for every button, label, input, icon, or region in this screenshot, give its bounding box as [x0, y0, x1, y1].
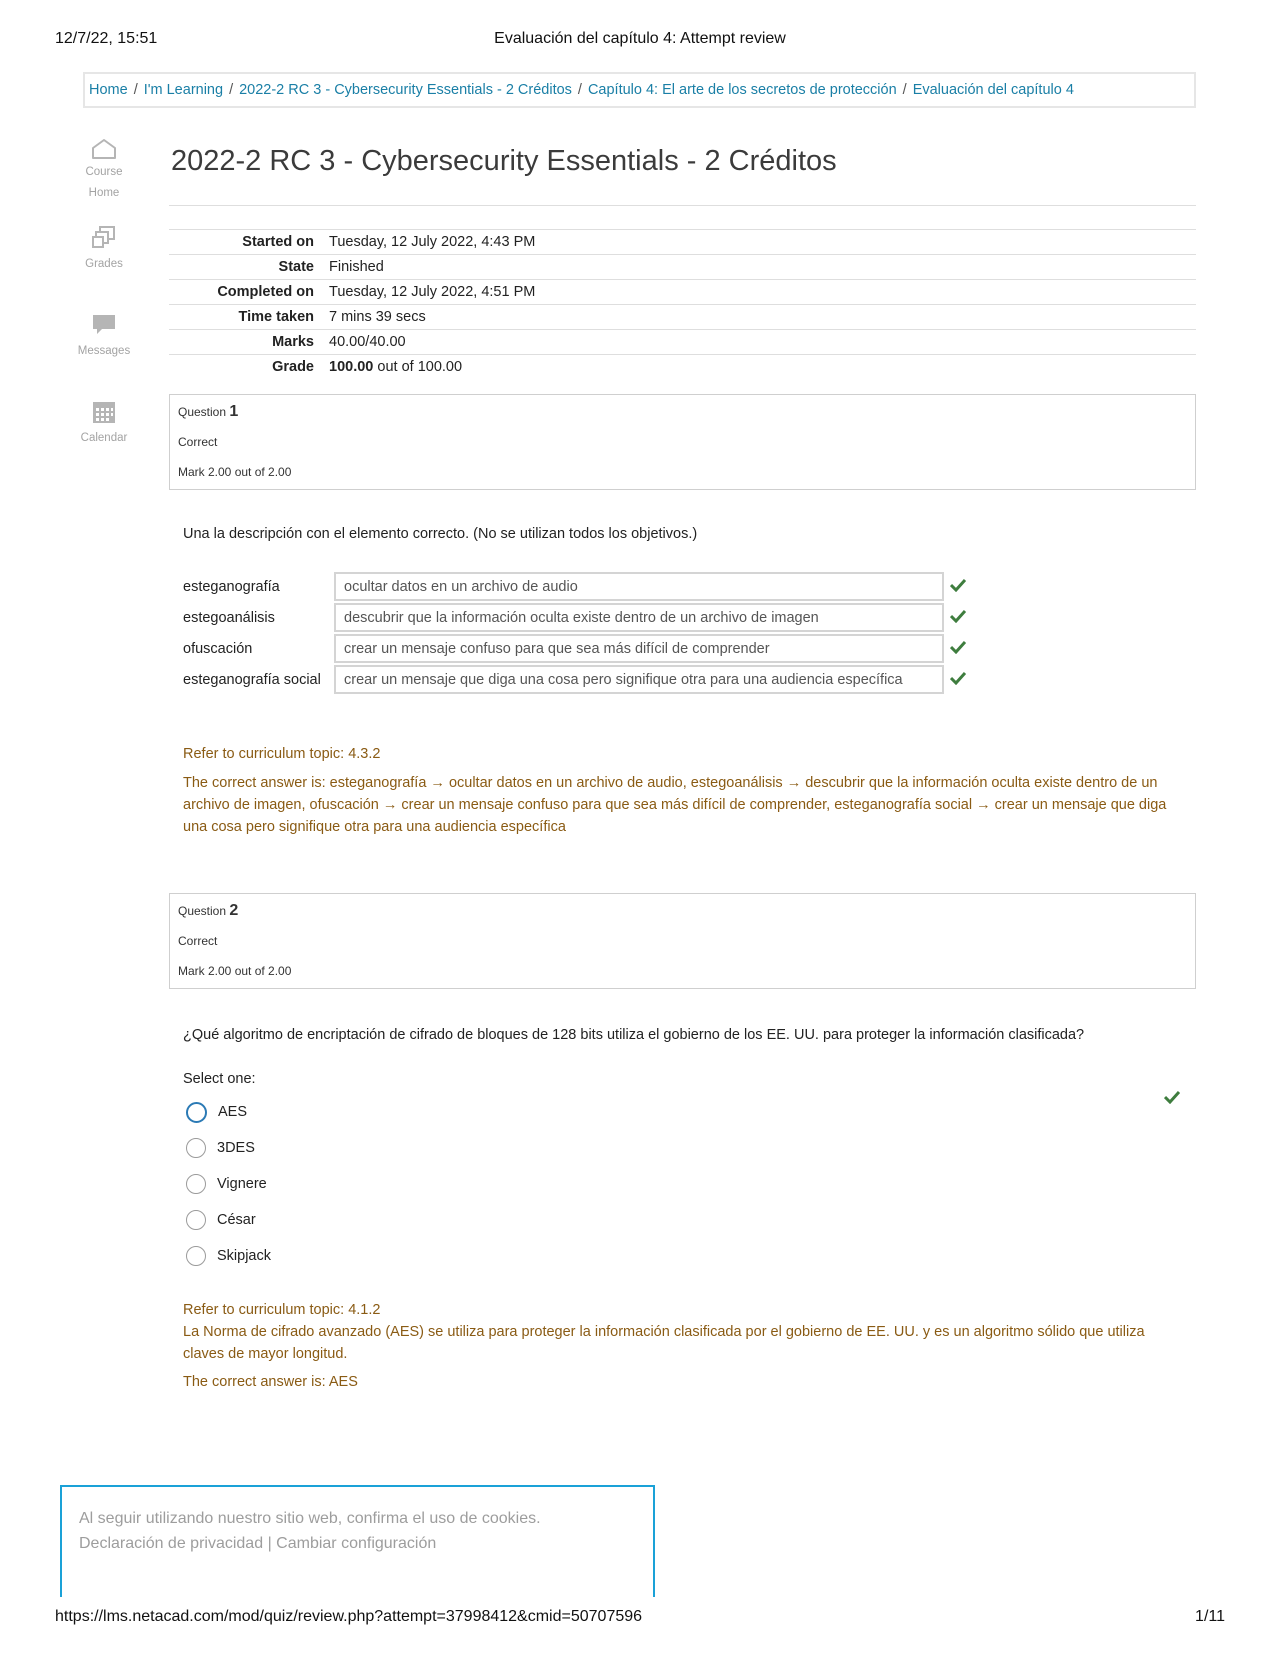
option-label: Vignere: [217, 1176, 267, 1192]
question-2-info: [169, 893, 1196, 989]
completed-on-label: Completed on: [217, 283, 314, 300]
print-doc-title: Evaluación del capítulo 4: Attempt review: [494, 30, 786, 47]
nav-calendar-label: Calendar: [80, 432, 128, 444]
question-2-prompt: ¿Qué algoritmo de encriptación de cifrado de bloques de 128 bits utiliza el gobierno de los EE. UU. para proteger la información clasificada?: [183, 1027, 1085, 1043]
match-row: [183, 603, 981, 632]
breadcrumb-quiz[interactable]: Evaluación del capítulo 4: [912, 82, 1074, 98]
question-2-result: [1164, 1090, 1180, 1109]
question-2-explanation: La Norma de cifrado avanzado (AES) se utiliza para proteger la información clasificada por el gobierno de EE. UU. y es un algoritmo sólido que utiliza claves de mayor longitud.: [183, 1324, 1145, 1362]
breadcrumb-im-learning[interactable]: I'm Learning: [143, 82, 224, 98]
breadcrumb-separator: /: [902, 82, 907, 98]
check-icon: [950, 640, 966, 654]
started-on-label: Started on: [242, 233, 314, 250]
title-divider: [169, 205, 1196, 206]
state-value: Finished: [329, 258, 384, 275]
breadcrumb: [83, 72, 1196, 108]
privacy-link[interactable]: Declaración de privacidad: [79, 1535, 264, 1552]
grade-label: Grade: [272, 358, 314, 375]
check-icon: [1164, 1090, 1180, 1104]
summary-row: [169, 280, 1196, 305]
check-icon: [950, 609, 966, 623]
question-2-state: Correct: [178, 934, 218, 948]
option-skipjack[interactable]: [186, 1238, 271, 1274]
match-term: ofuscación: [183, 640, 253, 657]
option-label: César: [217, 1212, 256, 1228]
nav-course-home-label-1: Course: [85, 166, 123, 178]
question-1-mark: Mark 2.00 out of 2.00: [178, 465, 292, 479]
grade-value: 100.00: [329, 358, 374, 375]
question-1-correct-answer: The correct answer is: esteganografía → ocultar datos en un archivo de audio, estegoanálisis → descubrir que la información oculta existe dentro de un archivo de imagen, ofuscación → crear un mensaje confuso para que sea más difícil de comprender, esteganografía social → crear un mensaje que diga una cosa pero signifique otra para una audiencia específica: [183, 775, 1167, 835]
summary-row: [169, 355, 1196, 380]
summary-row: [169, 305, 1196, 330]
question-number: 1: [229, 403, 239, 420]
summary-row: [169, 255, 1196, 280]
question-1-match-table: [183, 570, 981, 696]
option-cesar[interactable]: [186, 1202, 271, 1238]
breadcrumb-separator: /: [229, 82, 234, 98]
marks-value: 40.00/40.00: [329, 333, 406, 350]
match-term: esteganografía social: [183, 671, 321, 688]
nav-messages-label: Messages: [77, 345, 131, 357]
option-3des[interactable]: [186, 1130, 271, 1166]
question-1-feedback: [183, 743, 1183, 838]
question-2-mark: Mark 2.00 out of 2.00: [178, 964, 292, 978]
state-label: State: [278, 258, 314, 275]
option-label: 3DES: [217, 1140, 255, 1156]
time-taken-label: Time taken: [238, 308, 314, 325]
radio-button[interactable]: [186, 1102, 207, 1123]
match-answer-select[interactable]: ocultar datos en un archivo de audio: [334, 572, 944, 601]
home-icon: [91, 138, 117, 160]
print-header: [55, 30, 1225, 52]
match-term: estegoanálisis: [183, 609, 275, 626]
cookie-divider: |: [267, 1535, 272, 1552]
print-footer: [55, 1608, 1225, 1630]
question-1-state: Correct: [178, 435, 218, 449]
match-result: [944, 572, 981, 601]
breadcrumb-chapter[interactable]: Capítulo 4: El arte de los secretos de protección: [587, 82, 897, 98]
question-2-correct-answer: The correct answer is: AES: [183, 1374, 358, 1390]
print-url: https://lms.netacad.com/mod/quiz/review.php?attempt=37998412&cmid=50707596: [55, 1608, 643, 1625]
question-2-topic: Refer to curriculum topic: 4.1.2: [183, 1302, 381, 1318]
breadcrumb-course[interactable]: 2022-2 RC 3 - Cybersecurity Essentials - 2 Créditos: [239, 82, 572, 98]
radio-button[interactable]: [186, 1246, 206, 1266]
question-1-info: [169, 394, 1196, 490]
option-label: Skipjack: [217, 1248, 271, 1264]
nav-grades[interactable]: [70, 225, 138, 306]
grade-value-cell: [329, 355, 1196, 380]
option-label: AES: [218, 1104, 248, 1120]
cookie-banner: [60, 1485, 655, 1597]
print-page-number: 1/11: [1195, 1608, 1225, 1625]
marks-label: Marks: [272, 333, 314, 350]
question-1-prompt: Una la descripción con el elemento correcto. (No se utilizan todos los objetivos.): [183, 526, 698, 542]
grades-icon: [91, 225, 117, 251]
question-1-number: [178, 403, 238, 421]
completed-on-value: Tuesday, 12 July 2022, 4:51 PM: [329, 283, 536, 300]
radio-button[interactable]: [186, 1210, 206, 1230]
match-answer-select[interactable]: descubrir que la información oculta existe dentro de un archivo de imagen: [334, 603, 944, 632]
select-one-label: Select one:: [183, 1071, 256, 1087]
nav-course-home[interactable]: [70, 138, 138, 219]
match-answer-select[interactable]: crear un mensaje confuso para que sea más difícil de comprender: [334, 634, 944, 663]
page-title: 2022-2 RC 3 - Cybersecurity Essentials - 2 Créditos: [171, 145, 837, 177]
match-answer-select[interactable]: crear un mensaje que diga una cosa pero signifique otra para una audiencia específica: [334, 665, 944, 694]
question-2-number: [178, 902, 238, 920]
question-1-topic: Refer to curriculum topic: 4.3.2: [183, 746, 381, 762]
option-aes[interactable]: [186, 1094, 271, 1130]
started-on-value: Tuesday, 12 July 2022, 4:43 PM: [329, 233, 536, 250]
cookie-links: [79, 1531, 636, 1556]
match-row: [183, 665, 981, 694]
attempt-summary-table: [169, 229, 1196, 379]
summary-row: [169, 230, 1196, 255]
breadcrumb-separator: /: [133, 82, 138, 98]
match-result: [944, 634, 981, 663]
grade-out-of: out of 100.00: [373, 358, 463, 375]
time-taken-value: 7 mins 39 secs: [329, 308, 426, 325]
question-2-options: [186, 1094, 271, 1274]
match-row: [183, 634, 981, 663]
breadcrumb-separator: /: [577, 82, 582, 98]
match-result: [944, 603, 981, 632]
option-vignere[interactable]: [186, 1166, 271, 1202]
nav-calendar[interactable]: [70, 399, 138, 480]
cookie-settings-link[interactable]: Cambiar configuración: [276, 1535, 437, 1552]
nav-messages[interactable]: [70, 312, 138, 393]
breadcrumb-home[interactable]: Home: [89, 82, 128, 98]
radio-button[interactable]: [186, 1138, 206, 1158]
calendar-icon: [91, 399, 117, 425]
question-label: Question: [178, 904, 230, 918]
match-row: [183, 572, 981, 601]
nav-grades-label: Grades: [85, 258, 123, 270]
left-nav: [70, 132, 138, 480]
check-icon: [950, 671, 966, 685]
question-2-feedback: [183, 1299, 1183, 1393]
match-term: esteganografía: [183, 578, 280, 595]
message-icon: [91, 312, 117, 338]
question-label: Question: [178, 405, 230, 419]
question-number: 2: [229, 902, 239, 919]
summary-row: [169, 330, 1196, 355]
cookie-message: Al seguir utilizando nuestro sitio web, confirma el uso de cookies.: [79, 1510, 541, 1527]
match-result: [944, 665, 981, 694]
check-icon: [950, 578, 966, 592]
print-date: 12/7/22, 15:51: [55, 30, 158, 47]
nav-course-home-label-2: Home: [88, 187, 120, 199]
radio-button[interactable]: [186, 1174, 206, 1194]
